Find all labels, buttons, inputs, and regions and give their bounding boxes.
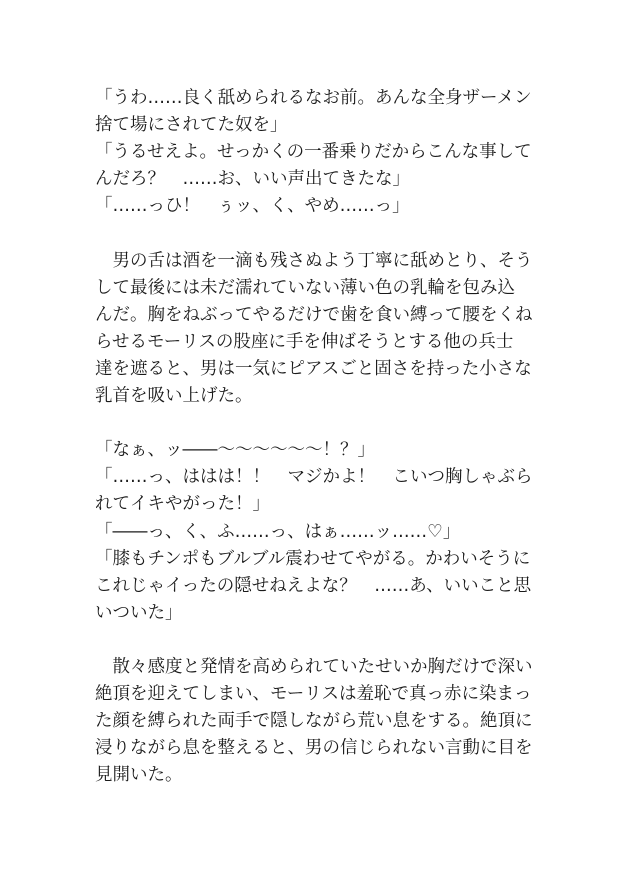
text-line: 見開いた。 — [95, 765, 183, 786]
text-line: して最後には未だ濡れていない薄い色の乳輪を包み込 — [95, 277, 515, 298]
text-line: 「……っひ！ ぅッ、く、やめ……っ」 — [95, 196, 410, 217]
text-line: 「うわ……良く舐められるなお前。あんな全身ザーメン — [95, 88, 532, 108]
text-line: れてイキやがった！」 — [95, 494, 270, 515]
text-line: 「膝もチンポもブルブル震わせてやがる。かわいそうに — [95, 548, 531, 569]
blank-line — [95, 410, 535, 437]
blank-line — [95, 627, 535, 654]
text-line: んだ。胸をねぶってやるだけで歯を食い縛って腰をくね — [95, 304, 533, 325]
body-text — [95, 85, 535, 789]
text-line: 絶頂を迎えてしまい、モーリスは羞恥で真っ赤に染まっ — [95, 684, 532, 705]
text-line: た顔を縛られた両手で隠しながら荒い息をする。絶頂に — [95, 711, 533, 732]
text-line: 「……っ、ははは！！ マジかよ！ こいつ胸しゃぶら — [95, 467, 533, 488]
text-line: 「なぁ、ッ――〜〜〜〜〜〜！？」 — [95, 440, 375, 461]
text-line: んだろ？ ……お、いい声出てきたな」 — [95, 169, 410, 190]
text-line: 「――っ、く、ふ……っ、はぁ……ッ……♡」 — [95, 521, 461, 542]
text-line: 男の舌は酒を一滴も残さぬよう丁寧に舐めとり、そう — [95, 250, 533, 271]
blank-line — [95, 220, 535, 247]
text-line: 乳首を吸い上げた。 — [95, 386, 253, 407]
text-line: らせるモーリスの股座に手を伸ばそうとする他の兵士 — [95, 331, 514, 352]
text-line: 浸りながら息を整えると、男の信じられない言動に目を — [95, 738, 533, 759]
text-line: これじゃイったの隠せねえよな？ ……あ、いいこと思 — [95, 575, 532, 596]
text-line: 「うるせえよ。せっかくの一番乗りだからこんな事して — [95, 142, 532, 163]
text-line: 達を遮ると、男は一気にピアスごと固さを持った小さな — [95, 358, 532, 379]
text-line: 散々感度と発情を高められていたせいか胸だけで深い — [95, 656, 533, 677]
text-line: 捨て場にされてた奴を」 — [95, 115, 288, 136]
text-line: いついた」 — [95, 602, 183, 623]
